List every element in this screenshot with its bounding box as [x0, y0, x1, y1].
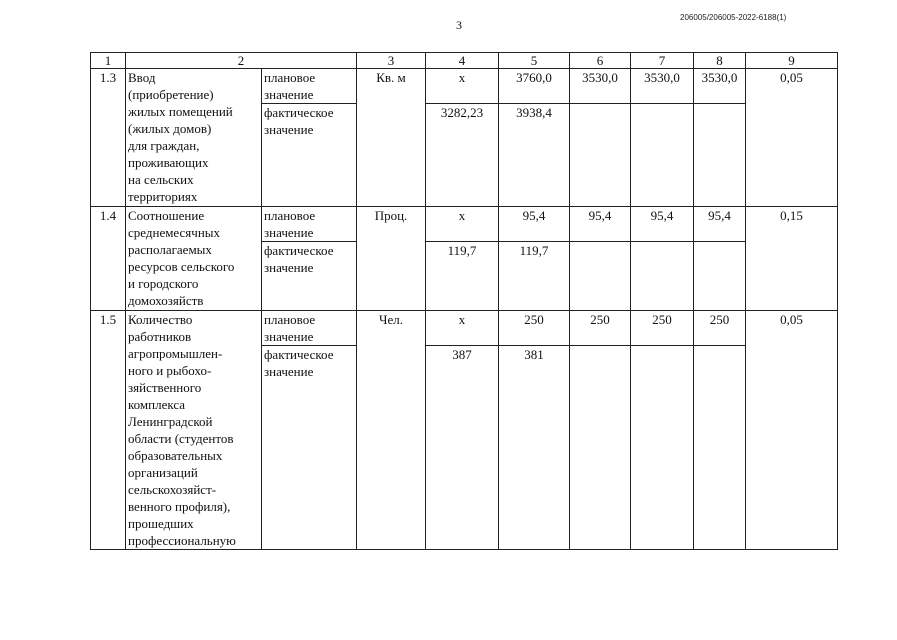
fact-value-cell: 3282,23	[426, 104, 499, 207]
value-kind-cell: плановое значение	[262, 311, 357, 346]
plan-value-cell: х	[426, 69, 499, 104]
plan-value-cell: 95,4	[631, 207, 694, 242]
row-number-cell: 1.5	[91, 311, 126, 550]
table-row-plan	[91, 69, 838, 104]
document-id: 206005/206005-2022-6188(1)	[680, 13, 787, 22]
header-cell: 1	[91, 53, 126, 69]
header-cell: 5	[499, 53, 570, 69]
fact-value-cell	[631, 104, 694, 207]
plan-value-cell: 3530,0	[694, 69, 746, 104]
fact-value-cell	[631, 242, 694, 311]
header-cell: 4	[426, 53, 499, 69]
fact-value-cell: 387	[426, 346, 499, 550]
plan-value-cell: 250	[499, 311, 570, 346]
fact-value-cell	[570, 346, 631, 550]
page-number: 3	[456, 18, 462, 32]
row-number-cell: 1.3	[91, 69, 126, 207]
fact-value-cell: 381	[499, 346, 570, 550]
indicator-name-cell: Ввод (приобретение) жилых помещений (жилых домов) для граждан, проживающих на сельских территориях	[126, 69, 262, 207]
fact-value-cell	[694, 242, 746, 311]
value-kind-cell: фактическое значение	[262, 104, 357, 207]
weight-cell: 0,05	[746, 311, 838, 550]
fact-value-cell	[694, 104, 746, 207]
plan-value-cell: 250	[631, 311, 694, 346]
plan-value-cell: 95,4	[570, 207, 631, 242]
fact-value-cell: 119,7	[426, 242, 499, 311]
unit-cell: Проц.	[357, 207, 426, 311]
unit-cell: Чел.	[357, 311, 426, 550]
plan-value-cell: 95,4	[499, 207, 570, 242]
plan-value-cell: 250	[570, 311, 631, 346]
indicator-name-cell: Количество работников агропромышлен- ного и рыбохо- зяйственного комплекса Ленинградской области (студентов образовательных организаций сельскохозяйст- венного профиля), прошедших профессиональную	[126, 311, 262, 550]
plan-value-cell: 3760,0	[499, 69, 570, 104]
plan-value-cell: х	[426, 207, 499, 242]
header-cell: 8	[694, 53, 746, 69]
header-cell: 2	[126, 53, 357, 69]
header-cell: 7	[631, 53, 694, 69]
indicators-table	[90, 52, 838, 550]
value-kind-cell: плановое значение	[262, 69, 357, 104]
header-cell: 3	[357, 53, 426, 69]
row-number-cell: 1.4	[91, 207, 126, 311]
table-row-plan	[91, 207, 838, 242]
value-kind-cell: фактическое значение	[262, 242, 357, 311]
header-cell: 9	[746, 53, 838, 69]
value-kind-cell: фактическое значение	[262, 346, 357, 550]
fact-value-cell: 3938,4	[499, 104, 570, 207]
unit-cell: Кв. м	[357, 69, 426, 207]
fact-value-cell	[570, 242, 631, 311]
value-kind-cell: плановое значение	[262, 207, 357, 242]
fact-value-cell	[570, 104, 631, 207]
weight-cell: 0,05	[746, 69, 838, 207]
fact-value-cell	[694, 346, 746, 550]
plan-value-cell: х	[426, 311, 499, 346]
table-header-row	[91, 53, 838, 69]
table-row-plan	[91, 311, 838, 346]
plan-value-cell: 3530,0	[631, 69, 694, 104]
plan-value-cell: 95,4	[694, 207, 746, 242]
fact-value-cell: 119,7	[499, 242, 570, 311]
fact-value-cell	[631, 346, 694, 550]
plan-value-cell: 250	[694, 311, 746, 346]
plan-value-cell: 3530,0	[570, 69, 631, 104]
indicator-name-cell: Соотношение среднемесячных располагаемых ресурсов сельского и городского домохозяйств	[126, 207, 262, 311]
weight-cell: 0,15	[746, 207, 838, 311]
header-cell: 6	[570, 53, 631, 69]
